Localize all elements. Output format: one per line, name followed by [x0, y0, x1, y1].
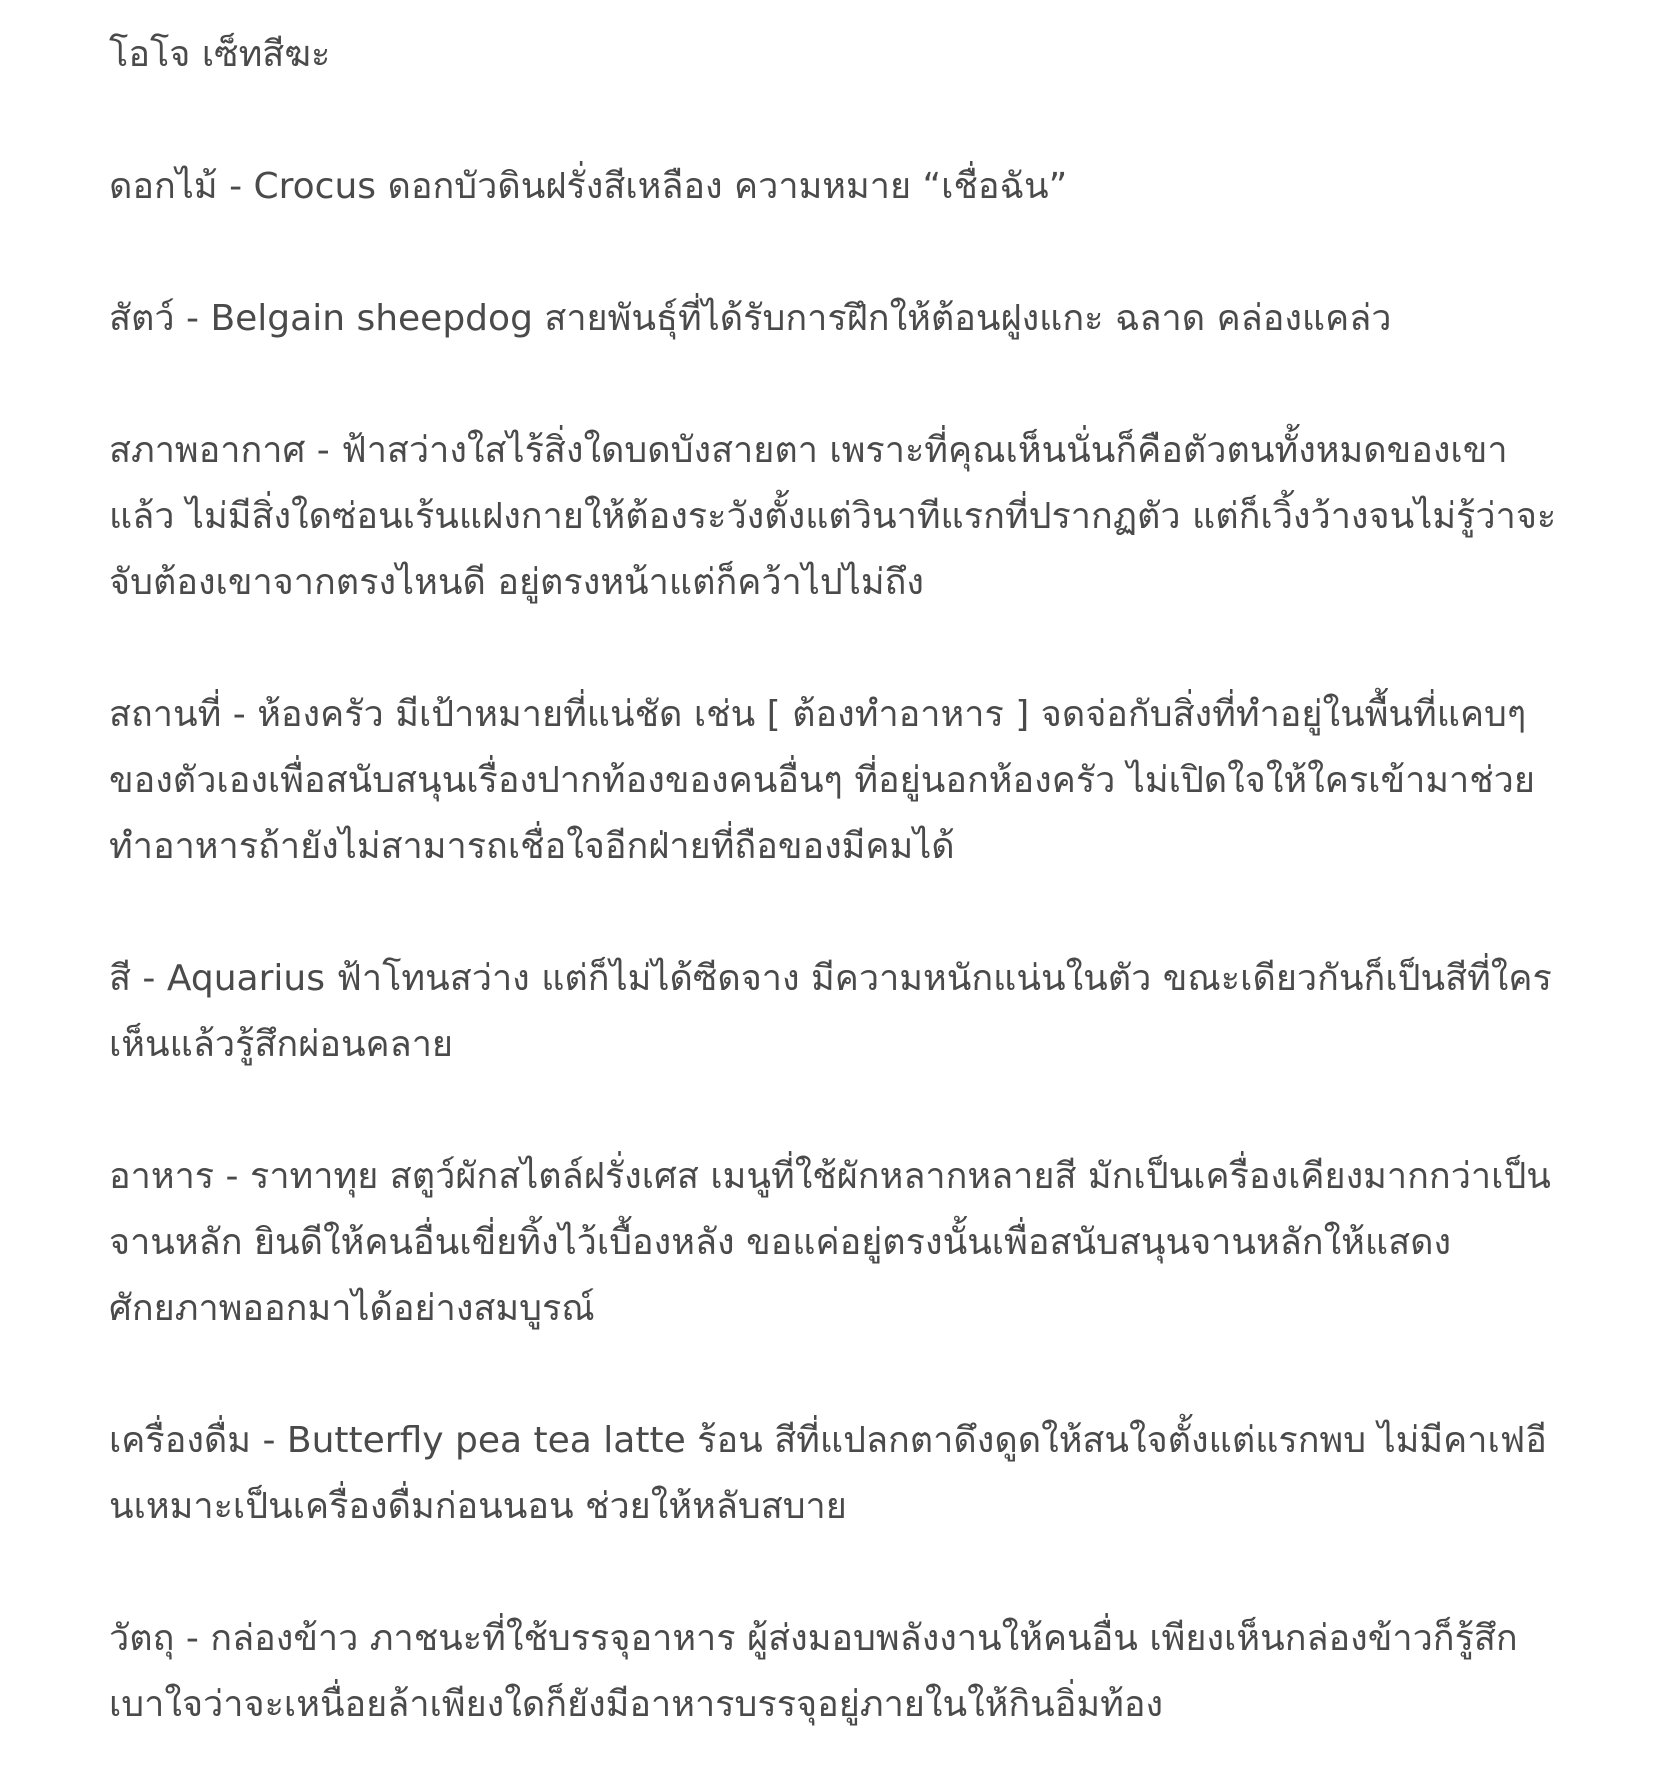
paragraph-animal: สัตว์ - Belgain sheepdog สายพันธุ์ที่ได้รับการฝึกให้ต้อนฝูงแกะ ฉลาด คล่องแคล่ว [109, 298, 1392, 339]
document-title: โอโจ เซ็ทสีฆะ [109, 34, 331, 75]
paragraph-place: สถานที่ - ห้องครัว มีเป้าหมายที่แน่ชัด เช่น [ ต้องทำอาหาร ] จดจ่อกับสิ่งที่ทำอยู่ในพื้นที่แคบๆของตัวเองเพื่อสนับสนุนเรื่องปากท้องของคนอื่นๆ ที่อยู่นอกห้องครัว ไม่เปิดใจให้ใครเข้ามาช่วยทำอาหารถ้ายังไม่สามารถเชื่อใจอีกฝ่ายที่ถือของมีคมได้ [109, 694, 1535, 867]
paragraph-flower: ดอกไม้ - Crocus ดอกบัวดินฝรั่งสีเหลือง ความหมาย “เชื่อฉัน” [109, 166, 1068, 207]
document-body [109, 22, 1569, 1738]
paragraph-drink: เครื่องดื่ม - Butterfly pea tea latte ร้อน สีที่แปลกตาดึงดูดให้สนใจตั้งแต่แรกพบ ไม่มีคาเฟอีนเหมาะเป็นเครื่องดื่มก่อนนอน ช่วยให้หลับสบาย [109, 1420, 1547, 1527]
paragraph-color: สี - Aquarius ฟ้าโทนสว่าง แต่ก็ไม่ได้ซีดจาง มีความหนักแน่นในตัว ขณะเดียวกันก็เป็นสีที่ใครเห็นแล้วรู้สึกผ่อนคลาย [109, 958, 1552, 1065]
paragraph-food: อาหาร - ราทาทุย สตูว์ผักสไตล์ฝรั่งเศส เมนูที่ใช้ผักหลากหลายสี มักเป็นเครื่องเคียงมากกว่าเป็นจานหลัก ยินดีให้คนอื่นเขี่ยทิ้งไว้เบื้องหลัง ขอแค่อยู่ตรงนั้นเพื่อสนับสนุนจานหลักให้แสดงศักยภาพออกมาได้อย่างสมบูรณ์ [109, 1156, 1551, 1329]
clipped-top-line [0, 0, 1668, 6]
paragraph-object: วัตถุ - กล่องข้าว ภาชนะที่ใช้บรรจุอาหาร ผู้ส่งมอบพลังงานให้คนอื่น เพียงเห็นกล่องข้าวก็รู้สึกเบาใจว่าจะเหนื่อยล้าเพียงใดก็ยังมีอาหารบรรจุอยู่ภายในให้กินอิ่มท้อง [109, 1618, 1518, 1725]
paragraph-weather: สภาพอากาศ - ฟ้าสว่างใสไร้สิ่งใดบดบังสายตา เพราะที่คุณเห็นนั่นก็คือตัวตนทั้งหมดของเขาแล้ว ไม่มีสิ่งใดซ่อนเร้นแฝงกายให้ต้องระวังตั้งแต่วินาทีแรกที่ปรากฏตัว แต่ก็เวิ้งว้างจนไม่รู้ว่าจะจับต้องเขาจากตรงไหนดี อยู่ตรงหน้าแต่ก็คว้าไปไม่ถึง [109, 430, 1557, 603]
